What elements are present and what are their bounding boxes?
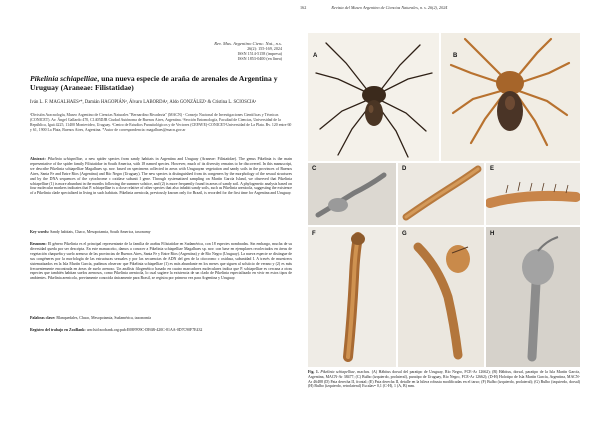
panel-label-f: F xyxy=(312,231,316,237)
resumen-text: El género Pikelinia es el principal representante de la familia de arañas Filistatidae en Sudamérica, con 18 especies nombradas. Sin embargo, mucha de su diversidad queda por ser descripta. En este manuscrito, damos a conocer a Pikelinia schiapelliae Magalhaes sp. nov. con base en ejemplares recolectados en áreas de vegetación chaqueña y suelo arenoso de las provincias de Buenos Aires, Santa Fe y Entre Ríos (Argentina) y de Río Negro (Uruguay). La nueva especie se distingue de sus congéneres por la morfología de las estructuras sexuales y por las secuencias de ADN del gen de la citocromo c oxidasa, subunidad I. A través de muestreos sistematizados en la Isla Martín García, pudimos observar que Pikelinia schiapelliae (1) es más abundante en los meses que siguen al solsticio de verano y (2) es más frecuentemente encontrada en áreas de suelo arenoso. Un análisis filogenético basado en cuatro marcadores moleculares indica que P. schiapelliae es cercana a otras especies que también habitan suelos arenosos, como Pikelinia arenicola, lo cual sugiere la existencia de un clado de Pikelinia especializado en vivir en estos tipos de ambientes. Pikelinia arenicola, previamente conocida únicamente para Brasil, se registra por primera vez para Argentina y Uruguay. xyxy=(30,242,292,281)
caption-label: Fig. 1. xyxy=(308,370,319,374)
title-rest: , una nueva especie de araña de arenales de Argentina y Uruguay (Araneae: Filistatidae) xyxy=(30,74,278,93)
resumen-label: Resumen: xyxy=(30,242,47,246)
keywords-text: Sandy habitats, Chaco, Mesopotamia, South America, taxonomy xyxy=(50,230,151,234)
zoobank-lsid: urn:lsid:zoobank.org:pub:E08FF09C-DE6B-420C-81AA-0D7C90F7E432 xyxy=(86,328,203,332)
palp-sem-image xyxy=(486,227,580,367)
article-title xyxy=(30,74,292,92)
affiliations: ¹División Aracnología, Museo Argentino de Ciencias Naturales "Bernardino Rivadavia" (MACN) - Consejo Nacional de Investigaciones Científicas y Técnicas (CONICET). Av. Ángel Gallardo 470, C1405DJR Ciudad Autónoma de Buenos Aires, Argentina. ²Sección Entomología, Facultad de Ciencias, Universidad de la República, Iguá 4225, 11400 Montevideo, Uruguay. ³Centro de Estudios Parasitológicos y de Vectores (CEPAVE)-CONICET-Universidad de La Plata. Bv. 120 entre 60 y 61, 1900 La Plata, Buenos Aires, Argentina. *Autor de correspondencia: magalhaes@macn.gov.ar xyxy=(30,113,292,132)
panel-e-leg-detail xyxy=(486,163,580,225)
palabras-clave-label: Palabras clave: xyxy=(30,316,56,320)
spider-habitus-illustration xyxy=(308,33,439,161)
resumen xyxy=(30,242,292,281)
panel-label-h: H xyxy=(490,231,495,237)
author-list: Iván L. F. MAGALHAES¹*, Damián HAGOPIÁN², Álvaro LABORDA², Aldo GONZÁLEZ³ & Cristina L. SCIOSCIA¹ xyxy=(30,100,257,105)
journal-running-title: Revista del Museo Argentino de Ciencias Naturales, n. s. 26(2), 2024 xyxy=(331,5,448,10)
palp-photo xyxy=(308,227,396,367)
panel-c-palp-sem xyxy=(308,163,396,225)
palabras-clave xyxy=(30,316,292,321)
journal-info xyxy=(172,41,282,61)
title-species: Pikelinia schiapelliae xyxy=(30,74,98,83)
caption-text: , machos. (A) Hábitus dorsal del paratipo de Uruguay, Río Negro, FCE-Ar 12662); (B) Hábitus, dorsal, paratipo de la Isla Martín García, Argentina, MACN-Ar 38477; (C) Bulbo (izquierdo, prolateral), paratipo de Uruguay, Río Negro, FCE-Ar 12662); (D-H) Holotipo de Isla Martín García, Argentina, MACN-Ar 46488 (D) Pata derecha II, frontal; (E) Pata derecha II, detalle en la hilera robusta modificadas en el tarso; (F) Bulbo (izquierdo, prolateral); (G) Bulbo (izquierdo, dorsal) (H) Bulbo (izquierdo, retrolateral) Escalas= 0,1 (C-H), 1 (A, B) mm. xyxy=(308,370,580,389)
palp-photo xyxy=(398,227,484,367)
panel-f-bulb-prolateral xyxy=(308,227,396,367)
panel-label-e: E xyxy=(490,166,495,172)
panel-h-bulb-retrolateral xyxy=(486,227,580,367)
panel-g-bulb-dorsal xyxy=(398,227,484,367)
zoobank-label: Registro del trabajo en ZooBank: xyxy=(30,328,86,332)
journal-volume-pages: 26(2): 155-169, 2024 xyxy=(247,46,282,52)
abstract xyxy=(30,157,292,196)
panel-label-g: G xyxy=(402,231,407,237)
issn-online: ISSN 1853-0400 (en línea) xyxy=(237,56,282,62)
panel-b-habitus-dorsal xyxy=(441,33,580,161)
leg-detail-photo xyxy=(486,163,580,225)
panel-label-d: D xyxy=(402,166,407,172)
journal-abbrev: Rev. Mus. Argentino Cienc. Nat., n.s. xyxy=(214,41,282,46)
zoobank-registration xyxy=(30,328,292,333)
running-header xyxy=(300,5,590,10)
spider-habitus-illustration xyxy=(441,33,580,161)
issn-print: ISSN 1514-5158 (impresa) xyxy=(237,51,282,57)
caption-species: Pikelinia schiapelliae xyxy=(320,370,355,374)
figure-caption xyxy=(308,370,580,389)
palp-sem-image xyxy=(308,163,396,225)
leg-photo xyxy=(398,163,484,225)
palabras-clave-text: Blanquedales, Chaco, Mesopotamia, Sudamérica, taxonomía xyxy=(56,316,152,320)
panel-d-leg-frontal xyxy=(398,163,484,225)
abstract-species: Pikelinia schiapelliae xyxy=(47,157,83,161)
keywords-label: Key words: xyxy=(30,230,50,234)
panel-label-c: C xyxy=(312,166,317,172)
page-number: 162 xyxy=(300,5,307,10)
panel-a-habitus-dorsal xyxy=(308,33,439,161)
abstract-label: Abstract: xyxy=(30,157,46,161)
panel-label-a: A xyxy=(313,53,318,59)
panel-label-b: B xyxy=(453,53,458,59)
keywords xyxy=(30,230,292,235)
abstract-text: , a new spider species from sandy habitats in Argentina and Uruguay (Araneae: Filistatidae). The genus Pikelinia is the main representative of the spider family Filistatidae in South America, with 18 named species. However, much of its diversity remains to be discovered. In this manuscript, we describe Pikelinia schiapelliae Magalhaes sp. nov. based on specimens collected in areas with Uruguayan vegetation and sandy soils in the provinces of Buenos Aires, Santa Fe and Entre Ríos (Argentina) and Río Negro (Uruguay). The new species is distinguished from its congeners by the morphology of the sexual structures and by the DNA sequences of the cytochrome c oxidase subunit I gene. Through systematized sampling on Martín García Island, we observed that Pikelinia schiapelliae (1) is more abundant in the months following the summer solstice, and (2) is more frequently found in areas of sandy soil. A phylogenetic analysis based on four molecular markers indicates that P. schiapelliae is a close relative of other species that also inhabit sandy soils, such as Pikelinia arenicola, suggesting the existence of a Pikelinia clade specialized in living in such habitats. Pikelinia arenicola, previously known only for Brazil, is recorded for the first time for Argentina and Uruguay. xyxy=(30,157,292,196)
figure-1 xyxy=(308,33,580,367)
